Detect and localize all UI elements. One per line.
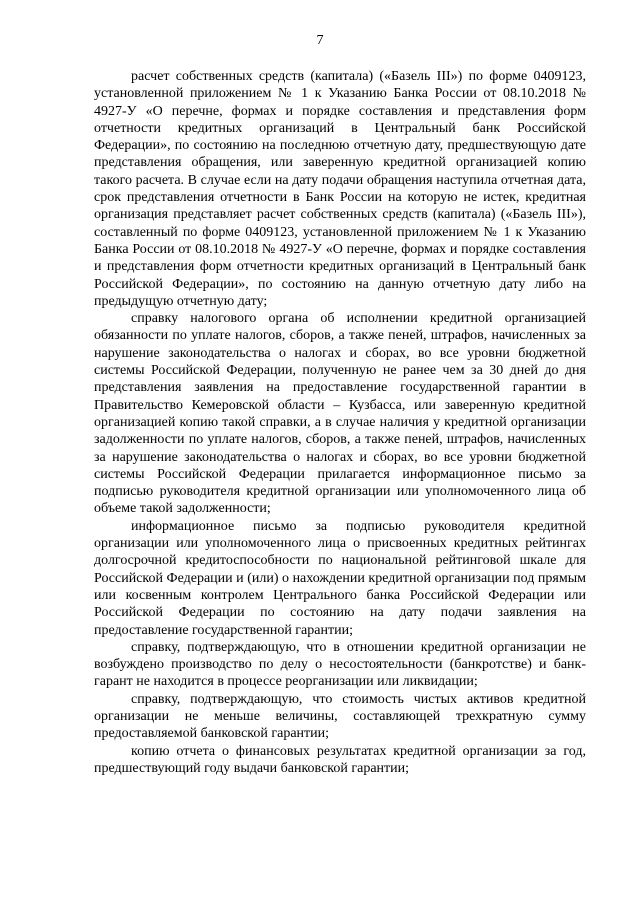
- paragraph-credit-rating-letter: информационное письмо за подписью руководителя кредитной организации или уполномоченного лица о присвоенных кредитных рейтингах долгосрочной кредитоспособности по национальной рейтинговой шкале для Российской Федерации и (или) о нахождении кредитной организации под прямым или косвенным контролем Центрального банка Российской Федерации или Российской Федерации по состоянию на дату подачи заявления на предоставление государственной гарантии;: [94, 518, 586, 638]
- paragraph-financial-results-report: копию отчета о финансовых результатах кредитной организации за год, предшествующий году выдачи банковской гарантии;: [94, 743, 586, 776]
- paragraph-tax-certificate: справку налогового органа об исполнении кредитной организацией обязанности по уплате налогов, сборов, а также пеней, штрафов, начисленных за нарушение законодательства о налогах и сборах, во все уровни бюджетной системы Российской Федерации, полученную не ранее чем за 30 дней до дня представления заявления на предоставление государственной гарантии в Правительство Кемеровской области – Кузбасса, или заверенную кредитной организацией копию такой справки, а в случае наличия у кредитной организации задолженности по уплате налогов, сборов, а также пеней, штрафов, начисленных за нарушение законодательства о налогах и сборах, во все уровни бюджетной системы Российской Федерации прилагается информационное письмо за подписью руководителя кредитной организации или уполномоченного лица об объеме такой задолженности;: [94, 311, 586, 517]
- document-body: [94, 68, 586, 777]
- page-number: 7: [316, 33, 324, 48]
- paragraph-no-bankruptcy-certificate: справку, подтверждающую, что в отношении кредитной организации не возбуждено производство по делу о несостоятельности (банкротстве) и банк-гарант не находится в процессе реорганизации или ликвидации;: [94, 639, 586, 690]
- paragraph-net-assets-certificate: справку, подтверждающую, что стоимость чистых активов кредитной организации не меньше величины, составляющей трехкратную сумму предоставляемой банковской гарантии;: [94, 691, 586, 742]
- paragraph-capital-calculation: расчет собственных средств (капитала) («Базель III») по форме 0409123, установленной приложением № 1 к Указанию Банка России от 08.10.2018 № 4927-У «О перечне, формах и порядке составления и представления форм отчетности кредитных организаций в Центральный банк Российской Федерации», по состоянию на последнюю отчетную дату, предшествующую дате представления обращения, или заверенную кредитной организацией копию такого расчета. В случае если на дату подачи обращения наступила отчетная дата, срок представления отчетности в Банк России на которую не истек, кредитная организация представляет расчет собственных средств (капитала) («Базель III»), составленный по форме 0409123, установленной приложением № 1 к Указанию Банка России от 08.10.2018 № 4927-У «О перечне, формах и порядке составления и представления форм отчетности кредитных организаций в Центральный банк Российской Федерации», по состоянию на данную отчетную дату либо на предыдущую отчетную дату;: [94, 69, 586, 309]
